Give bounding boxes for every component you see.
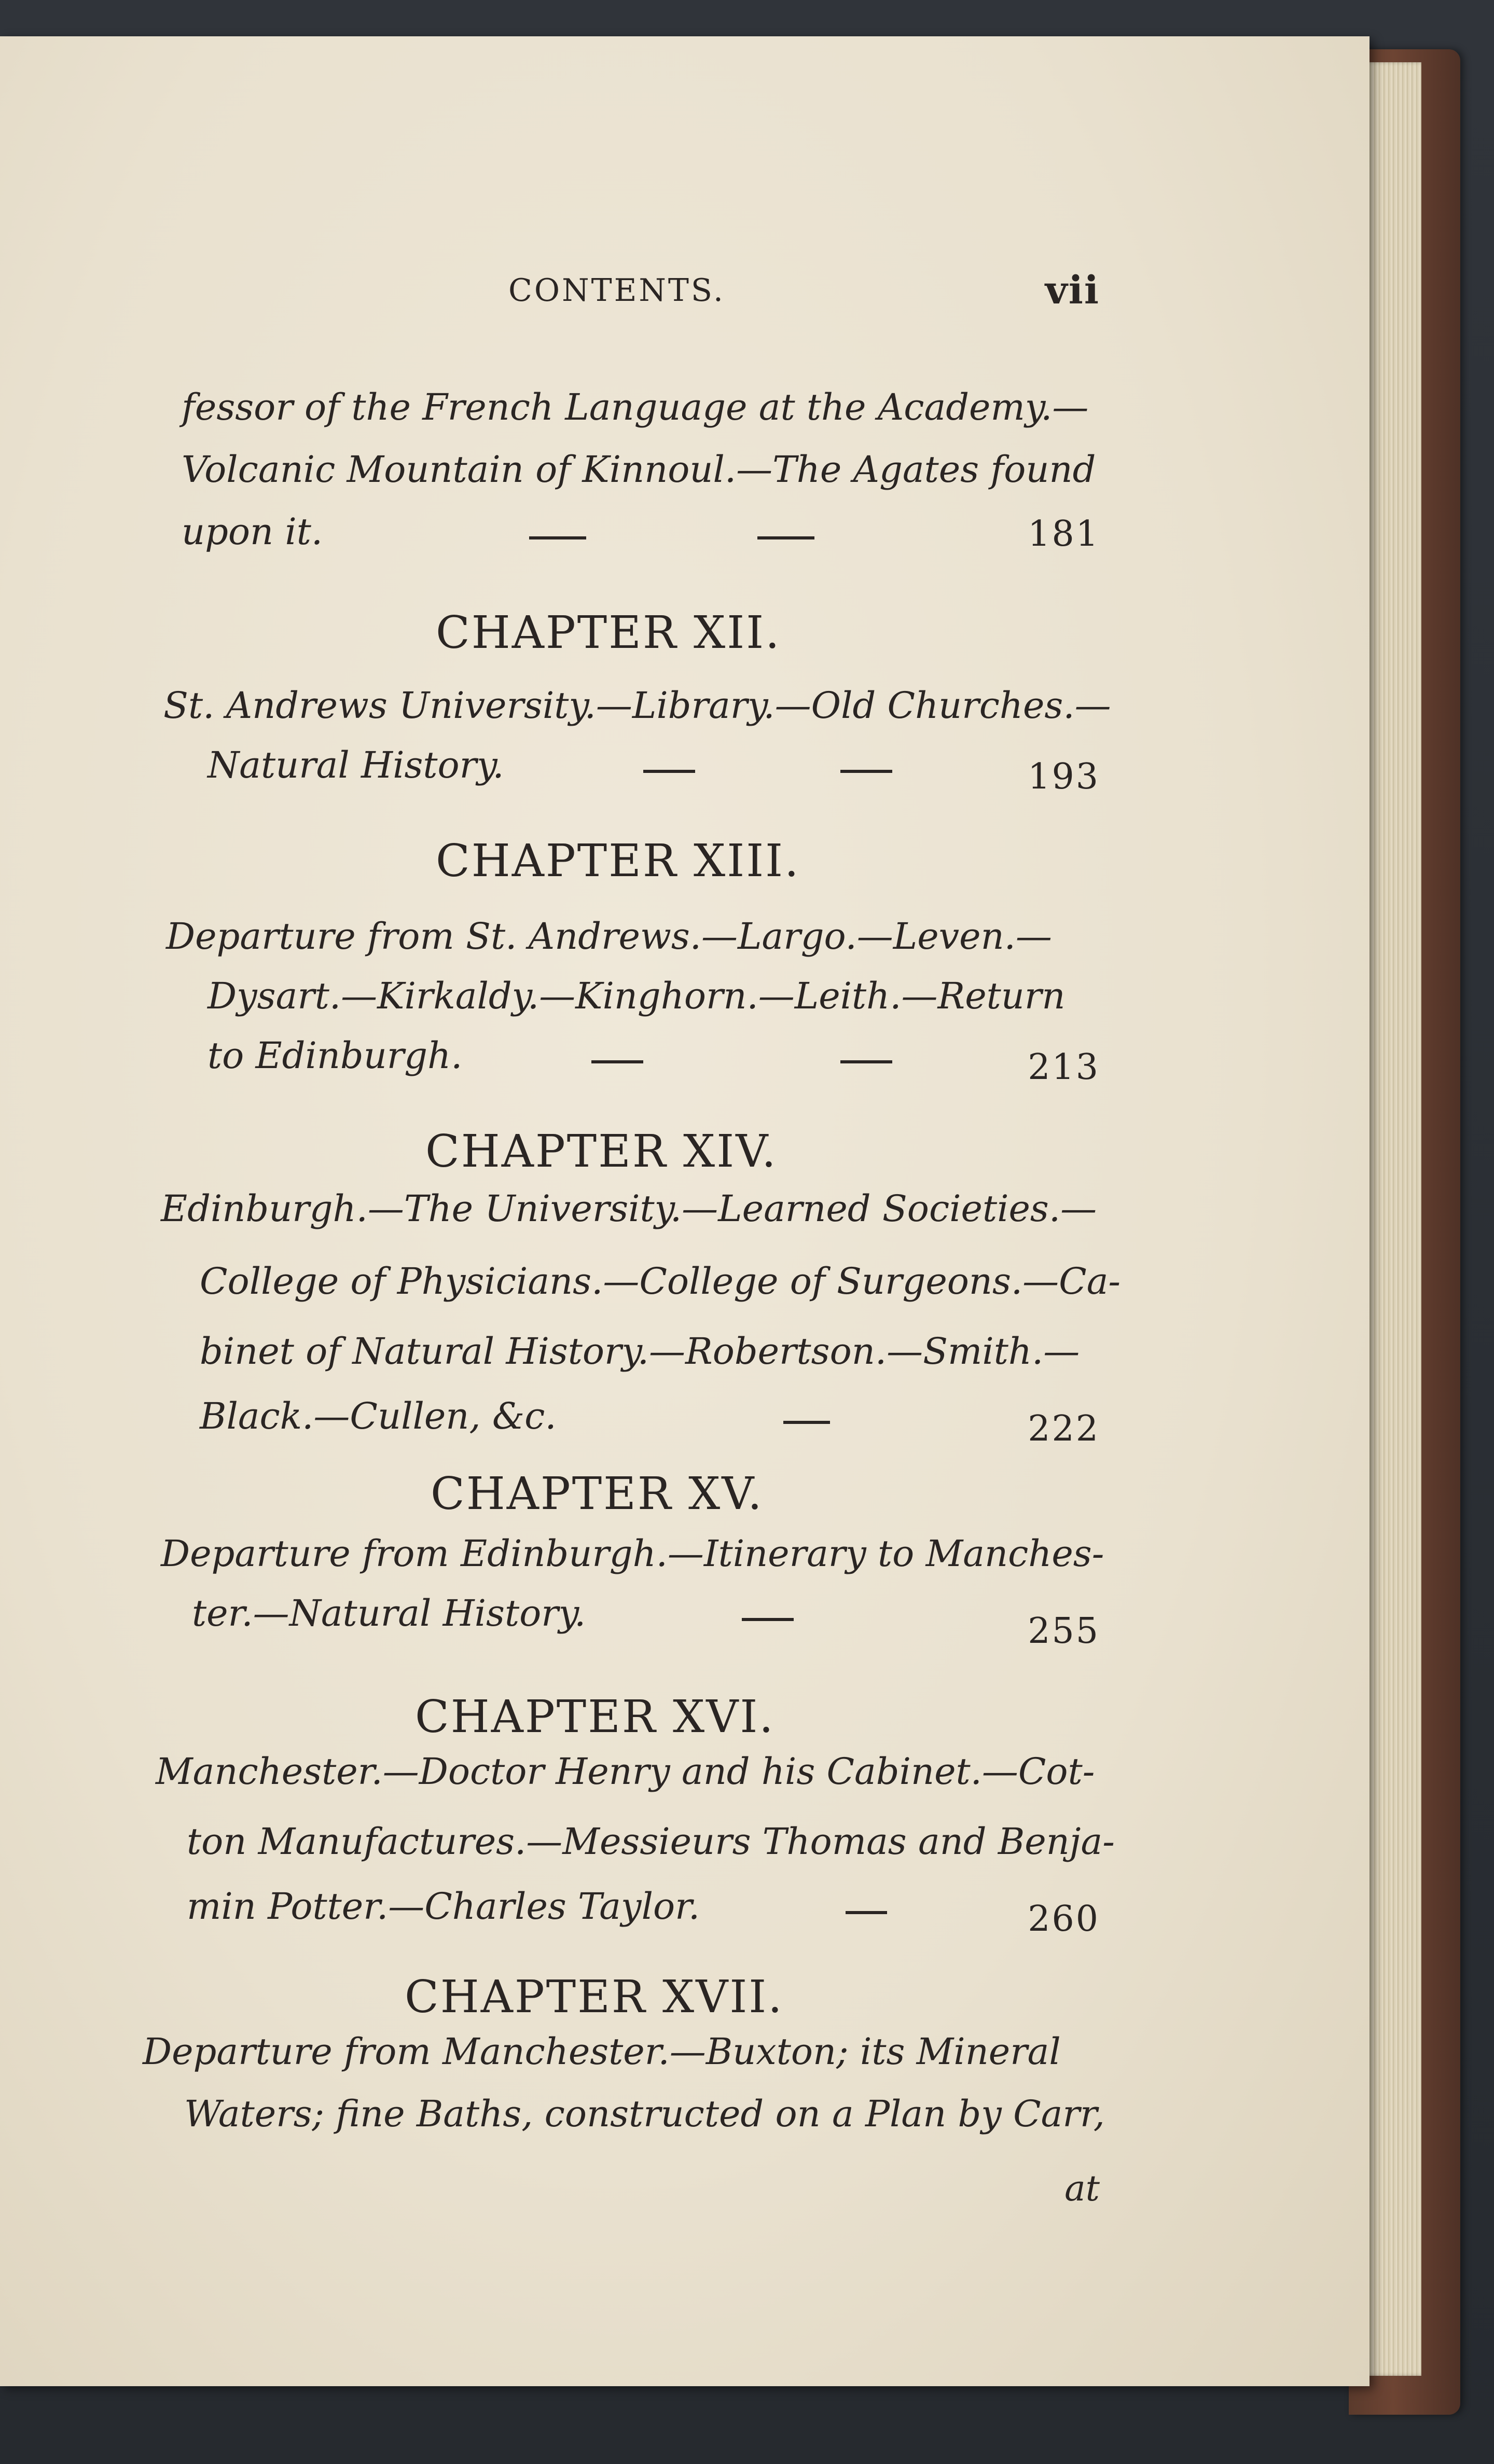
entry-line: Departure from St. Andrews.—Largo.—Leven.— (166, 915, 1052, 958)
entry-page-number: 255 (1028, 1611, 1100, 1652)
entry-line: Natural History. (208, 744, 504, 786)
running-head (156, 268, 1110, 324)
entry-page-number: 222 (1028, 1408, 1100, 1449)
leader-dash (643, 770, 695, 773)
entry-line: Manchester.—Doctor Henry and his Cabinet.—Cot- (156, 1750, 1095, 1793)
entry-leader-row (156, 744, 1100, 797)
entry-line: fessor of the French Language at the Academy.— (182, 386, 1089, 428)
entry-line: ter.—Natural History. (192, 1592, 586, 1635)
entry-leader-row (156, 1885, 1100, 1940)
entry-line: College of Physicians.—College of Surgeons.—Ca- (200, 1260, 1121, 1303)
entry-line: upon it. (182, 510, 323, 553)
entry-line: Edinburgh.—The University.—Learned Societies.— (161, 1187, 1097, 1230)
book-page (0, 36, 1370, 2386)
chapter-heading: CHAPTER XVI. (415, 1691, 775, 1743)
entry-leader-row (156, 1034, 1100, 1088)
entry-leader-row (156, 510, 1100, 560)
entry-page-number: 260 (1028, 1899, 1100, 1940)
entry-page-number: 181 (1028, 514, 1100, 555)
leader-dash (840, 1060, 892, 1063)
entry-page-number: 193 (1028, 756, 1100, 797)
entry-line: min Potter.—Charles Taylor. (187, 1885, 700, 1928)
entry-line: to Edinburgh. (208, 1034, 463, 1077)
entry-line: Departure from Manchester.—Buxton; its Mineral (143, 2030, 1061, 2073)
entry-line: Departure from Edinburgh.—Itinerary to Manches- (161, 1532, 1104, 1575)
leader-dash (840, 770, 892, 773)
leader-dash (783, 1421, 830, 1424)
entry-line: Volcanic Mountain of Kinnoul.—The Agates found (182, 448, 1096, 491)
chapter-heading: CHAPTER XIV. (425, 1126, 778, 1178)
chapter-heading: CHAPTER XVII. (405, 1971, 784, 2023)
leader-dash (742, 1618, 794, 1621)
entry-line: ton Manufactures.—Messieurs Thomas and Benja- (187, 1820, 1115, 1863)
chapter-heading: CHAPTER XIII. (436, 835, 800, 887)
leader-dash (529, 536, 586, 539)
entry-line: St. Andrews University.—Library.—Old Churches.— (163, 684, 1111, 727)
leader-dash (591, 1060, 643, 1063)
entry-page-number: 213 (1028, 1047, 1100, 1088)
entry-line: binet of Natural History.—Robertson.—Smith.— (200, 1330, 1080, 1373)
leader-dash (846, 1911, 887, 1914)
page-number: vii (1045, 268, 1100, 313)
entry-line: Black.—Cullen, &c. (200, 1395, 557, 1437)
chapter-heading: CHAPTER XV. (431, 1468, 764, 1520)
running-title: CONTENTS. (508, 272, 725, 309)
chapter-heading: CHAPTER XII. (436, 607, 781, 659)
catchword: at (1064, 2168, 1100, 2209)
leader-dash (757, 536, 814, 539)
entry-leader-row (156, 1395, 1100, 1449)
entry-leader-row (156, 1592, 1100, 1652)
entry-line: Dysart.—Kirkaldy.—Kinghorn.—Leith.—Return (208, 975, 1066, 1017)
entry-line: Waters; fine Baths, constructed on a Plan by Carr, (184, 2093, 1105, 2135)
